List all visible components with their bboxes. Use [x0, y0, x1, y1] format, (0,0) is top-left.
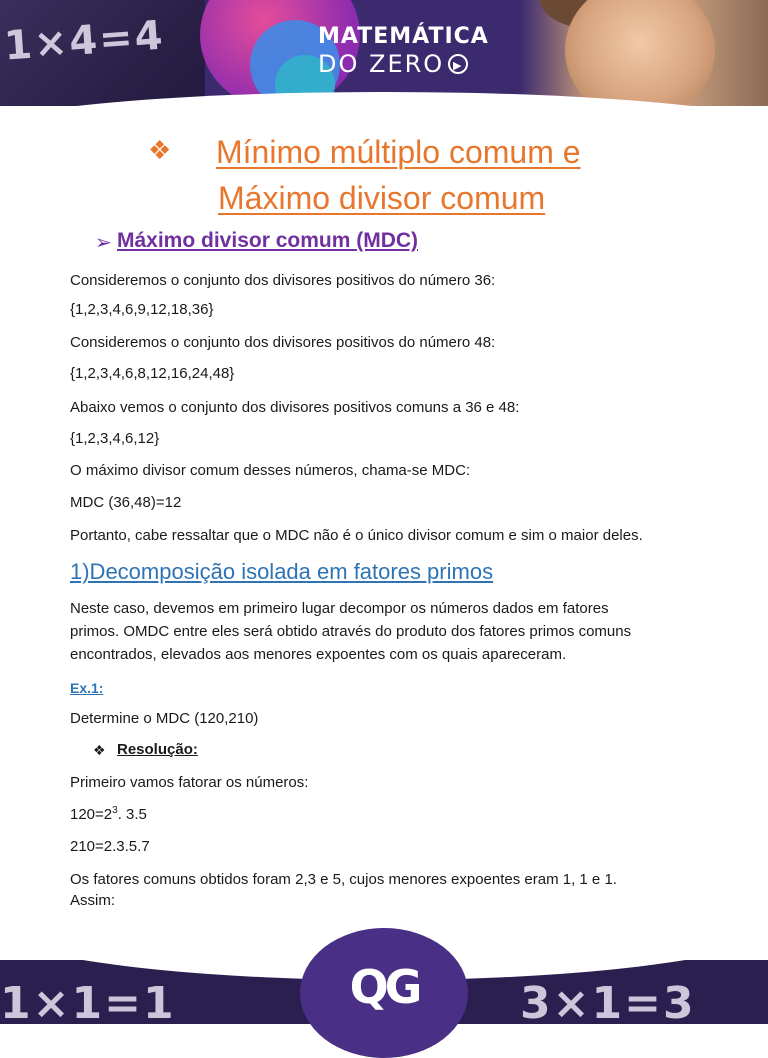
brand-logo: [318, 24, 489, 78]
brand-line2: [318, 50, 489, 78]
play-icon: ▶: [448, 54, 468, 74]
subtitle: Máximo divisor comum (MDC): [117, 229, 419, 252]
common-factors-line2: Assim:: [70, 892, 115, 909]
diamond-bullet-icon: ❖: [148, 135, 172, 165]
section1-text-line3: encontrados, elevados aos menores expoentes com os quais apareceram.: [70, 646, 567, 663]
factor-intro: Primeiro vamos fatorar os números:: [70, 774, 309, 791]
example-statement: Determine o MDC (120,210): [70, 710, 259, 727]
diamond-small-icon: ❖: [93, 742, 106, 758]
arrow-bullet-icon: ➢: [95, 232, 112, 254]
chalk-equation-right: 3×1=3: [520, 978, 696, 1024]
header-banner: [0, 0, 768, 106]
mdc-result: MDC (36,48)=12: [70, 494, 182, 511]
factorization-120-exponent: 3: [112, 805, 118, 816]
factorization-120-rest: . 3.5: [117, 806, 147, 823]
child-face: [565, 0, 715, 106]
title-line1: Mínimo múltiplo comum e: [216, 134, 581, 170]
chalk-equation: 1×4=4: [2, 12, 166, 70]
common-factors-line1: Os fatores comuns obtidos foram 2,3 e 5, cujos menores expoentes eram 1, 1 e 1.: [70, 871, 617, 888]
set-divisors-36: {1,2,3,4,6,9,12,18,36}: [70, 301, 214, 318]
section-heading-1: 1)Decomposição isolada em fatores primos: [70, 559, 494, 584]
paragraph-mdc-definition: O máximo divisor comum desses números, chama-se MDC:: [70, 462, 471, 479]
factorization-120-base: 120=2: [70, 806, 113, 823]
section1-text-line2: primos. OMDC entre eles será obtido através do produto dos fatores primos comuns: [70, 623, 632, 640]
set-divisors-48: {1,2,3,4,6,8,12,16,24,48}: [70, 365, 235, 382]
footer-logo: QG: [349, 960, 419, 1014]
chalk-equation-left: 1×1=1: [0, 978, 176, 1024]
set-common-divisors: {1,2,3,4,6,12}: [70, 430, 160, 447]
brand-line1: MATEMÁTICA: [318, 24, 489, 49]
paragraph-common-divisors: Abaixo vemos o conjunto dos divisores positivos comuns a 36 e 48:: [70, 399, 520, 416]
factorization-210: 210=2.3.5.7: [70, 838, 150, 855]
example-label: Ex.1:: [70, 680, 104, 696]
factorization-120: [70, 805, 147, 823]
brand-line2-text: DO ZERO: [318, 50, 445, 78]
resolution-label: Resolução:: [117, 741, 198, 758]
paragraph-conclusion: Portanto, cabe ressaltar que o MDC não é o único divisor comum e sim o maior deles.: [70, 527, 643, 544]
paragraph-divisors-36: Consideremos o conjunto dos divisores positivos do número 36:: [70, 272, 496, 289]
paragraph-divisors-48: Consideremos o conjunto dos divisores positivos do número 48:: [70, 334, 496, 351]
title-line2: Máximo divisor comum: [218, 180, 546, 216]
section1-text-line1: Neste caso, devemos em primeiro lugar decompor os números dados em fatores: [70, 600, 609, 617]
